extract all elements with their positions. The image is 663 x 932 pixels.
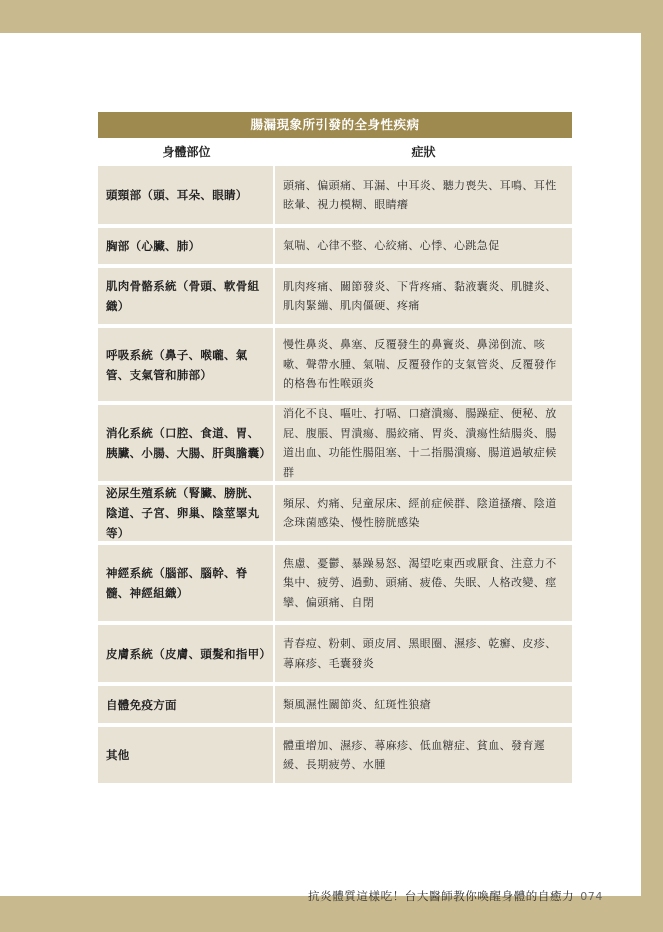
- table-row: [98, 485, 572, 541]
- table-row: [98, 405, 572, 481]
- symptoms-cell: 頻尿、灼痛、兒童尿床、經前症候群、陰道搔癢、陰道念珠菌感染、慢性膀胱感染: [283, 496, 557, 529]
- page-number: 074: [580, 890, 603, 903]
- table-row: [98, 166, 572, 224]
- book-page: [0, 33, 641, 903]
- body-part-cell: 頭頸部（頭、耳朵、眼睛）: [106, 188, 248, 202]
- symptoms-cell: 類風濕性關節炎、紅斑性狼瘡: [283, 697, 432, 711]
- body-part-cell: 肌肉骨骼系統（骨頭、軟骨組織）: [106, 279, 260, 313]
- symptoms-cell: 慢性鼻炎、鼻塞、反覆發生的鼻竇炎、鼻涕倒流、咳嗽、聲帶水腫、氣喘、反覆發作的支氣管炎、反覆發作的格魯布性喉頭炎: [283, 338, 557, 391]
- page-footer: [308, 888, 603, 904]
- symptoms-cell: 頭痛、偏頭痛、耳漏、中耳炎、聽力喪失、耳鳴、耳性眩暈、視力模糊、眼睛癢: [283, 178, 557, 211]
- body-part-cell: 消化系統（口腔、食道、胃、胰臟、小腸、大腸、肝與膽囊）: [106, 426, 272, 460]
- body-part-cell: 胸部（心臟、肺）: [106, 239, 201, 253]
- table-header-row: [98, 138, 572, 166]
- table-row: [98, 545, 572, 621]
- symptoms-cell: 肌肉疼痛、關節發炎、下背疼痛、黏液囊炎、肌腱炎、肌肉緊繃、肌肉僵硬、疼痛: [283, 279, 557, 312]
- body-part-cell: 其他: [106, 748, 130, 762]
- book-title: 抗炎體質這樣吃！台大醫師教你喚醒身體的自癒力: [308, 889, 575, 903]
- table-row: [98, 625, 572, 682]
- table-row: [98, 268, 572, 324]
- header-symptoms: 症狀: [411, 145, 436, 159]
- symptoms-cell: 消化不良、嘔吐、打嗝、口瘡潰瘍、腸躁症、便秘、放屁、腹脹、胃潰瘍、腸絞痛、胃炎、潰瘍性結腸炎、腸道出血、功能性腸阻塞、十二指腸潰瘍、腸道過敏症候群: [283, 407, 557, 479]
- table-row: [98, 727, 572, 783]
- header-body-part: 身體部位: [162, 145, 211, 159]
- body-part-cell: 呼吸系統（鼻子、喉嚨、氣管、支氣管和肺部）: [106, 347, 248, 382]
- body-part-cell: 泌尿生殖系統（腎臟、膀胱、陰道、子宮、卵巢、陰莖睪丸等）: [106, 486, 260, 540]
- symptoms-cell: 青春痘、粉刺、頭皮屑、黑眼圈、濕疹、乾癬、皮疹、蕁麻疹、毛囊發炎: [283, 637, 557, 670]
- table-title: 腸漏現象所引發的全身性疾病: [98, 112, 572, 138]
- body-part-cell: 神經系統（腦部、腦幹、脊髓、神經組織）: [106, 566, 248, 600]
- symptoms-cell: 體重增加、濕疹、蕁麻疹、低血糖症、貧血、發育遲緩、長期疲勞、水腫: [283, 738, 546, 771]
- table-row: [98, 228, 572, 264]
- table-row: [98, 686, 572, 723]
- symptoms-table: [98, 112, 572, 787]
- body-part-cell: 自體免疫方面: [106, 697, 177, 712]
- table-row: [98, 328, 572, 401]
- body-part-cell: 皮膚系統（皮膚、頭髮和指甲）: [106, 646, 272, 661]
- symptoms-cell: 氣喘、心律不整、心絞痛、心悸、心跳急促: [283, 239, 500, 253]
- symptoms-cell: 焦慮、憂鬱、暴躁易怒、渴望吃東西或厭食、注意力不集中、疲勞、過動、頭痛、疲倦、失眠、人格改變、痙攣、偏頭痛、自閉: [283, 556, 557, 609]
